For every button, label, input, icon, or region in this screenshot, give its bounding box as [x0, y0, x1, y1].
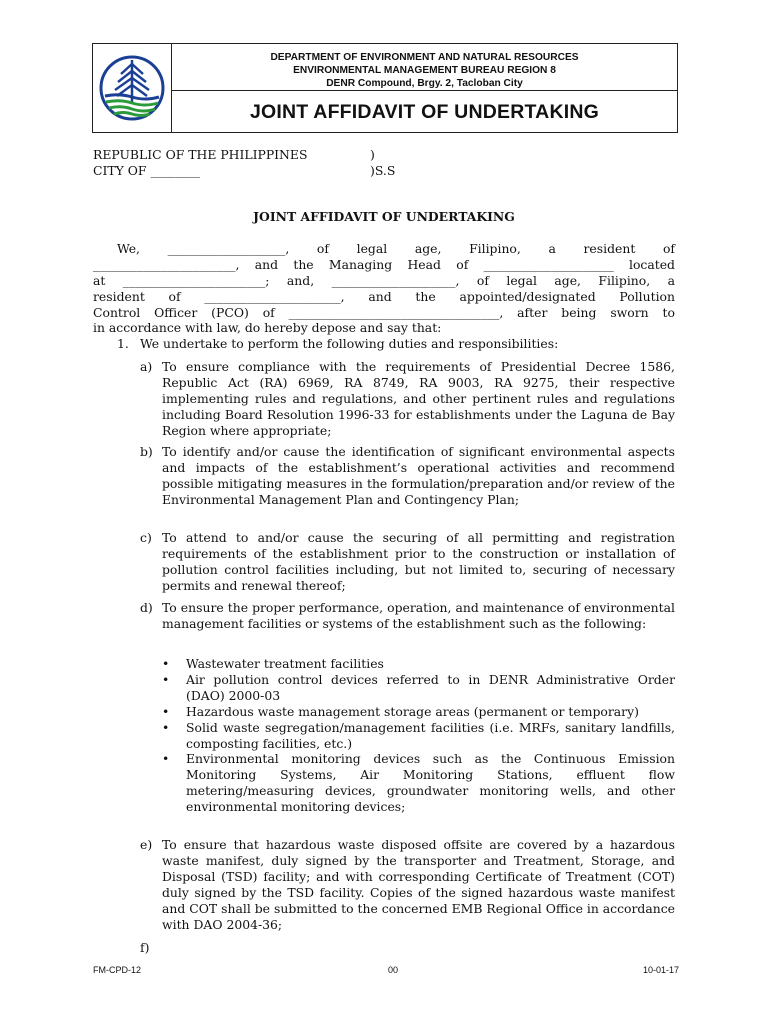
form-title: JOINT AFFIDAVIT OF UNDERTAKING	[249, 101, 600, 123]
revision-number: 00	[388, 965, 399, 975]
bullet-icon: •	[162, 656, 170, 671]
sub-item-text: To attend to and/or cause the securing of all permitting and registration requirements of the establishment prior to the construction or installation of pollution control facilities including, but not limited to, securing of necessary permits and renewal thereof;	[162, 530, 675, 593]
caption-paren: )	[370, 147, 375, 162]
bullet-icon: •	[162, 703, 170, 719]
list-item: • Solid waste segregation/management facilities (i.e. MRFs, sanitary landfills, composting facilities, etc.)	[162, 719, 675, 751]
item-number: 1.	[117, 336, 129, 351]
intro-line: in accordance with law, do hereby depose and say that:	[93, 320, 442, 335]
form-code: FM-CPD-12	[93, 965, 142, 975]
denr-logo-icon	[99, 50, 165, 126]
intro-line: _______________________, and the Managing Head of _____________________ located	[93, 257, 675, 272]
item-text: We undertake to perform the following duties and responsibilities:	[140, 336, 559, 351]
sub-item-text: To ensure that hazardous waste disposed offsite are covered by a hazardous waste manifest, duly signed by the transporter and Treatment, Storage, and Disposal (TSD) facility; and with corresponding Certificate of Treatment (COT) duly signed by the TSD facility. Copies of the signed hazardous waste manifest and COT shall be submitted to the concerned EMB Regional Office in accordance with DAO 2004-36;	[162, 837, 675, 932]
bullet-icon: •	[162, 751, 170, 767]
city-line: CITY OF ________	[93, 163, 201, 178]
bullet-icon: •	[162, 671, 170, 687]
sub-item-label: f)	[140, 940, 150, 955]
sub-item-label: e)	[140, 837, 153, 852]
sub-item-label: c)	[140, 530, 152, 545]
agency-name: DEPARTMENT OF ENVIRONMENT AND NATURAL RESOURCES	[270, 52, 579, 63]
sub-item-label: d)	[140, 600, 153, 615]
facility-list	[162, 656, 675, 815]
sub-item-label: a)	[140, 359, 153, 374]
effectivity-date: 10-01-17	[643, 965, 680, 975]
document-title: JOINT AFFIDAVIT OF UNDERTAKING	[253, 209, 515, 224]
sub-item-text: To ensure compliance with the requirements of Presidential Decree 1586, Republic Act (RA) 6969, RA 8749, RA 9003, RA 9275, their respective implementing rules and regulations, and other pertinent rules and regulations including Board Resolution 1996-33 for establishments under the Laguna de Bay Region where appropriate;	[162, 359, 675, 438]
bullet-icon: •	[162, 719, 170, 735]
republic-line: REPUBLIC OF THE PHILIPPINES	[93, 147, 308, 162]
agency-address: DENR Compound, Brgy. 2, Tacloban City	[326, 78, 523, 89]
list-item: • Hazardous waste management storage areas (permanent or temporary)	[162, 703, 639, 719]
list-item: • Air pollution control devices referred to in DENR Administrative Order (DAO) 2000-03	[162, 671, 675, 703]
form-header	[92, 43, 678, 133]
agency-block	[172, 44, 677, 91]
sub-item-label: b)	[140, 444, 153, 459]
intro-line: We, ___________________, of legal age, Filipino, a resident of	[117, 241, 675, 256]
intro-line: at _______________________; and, ____________________, of legal age, Filipino, a	[93, 273, 675, 288]
ss-line: )S.S	[370, 163, 396, 178]
list-item: • Environmental monitoring devices such as the Continuous Emission Monitoring Systems, Air Monitoring Stations, effluent flow metering/measuring devices, groundwater monitoring wells, and other environmental monitoring devices;	[162, 751, 675, 815]
logo-cell	[93, 44, 172, 132]
sub-item-text: To identify and/or cause the identification of significant environmental aspects and impacts of the establishment’s operational activities and recommend possible mitigating measures in the formulation/preparation and/or review of the Environmental Management Plan and Contingency Plan;	[162, 444, 675, 507]
intro-line: resident of ______________________, and the appointed/designated Pollution	[93, 289, 675, 304]
intro-line: Control Officer (PCO) of __________________________________, after being sworn to	[93, 305, 675, 320]
bureau-name: ENVIRONMENTAL MANAGEMENT BUREAU REGION 8	[293, 65, 556, 76]
sub-item-text: To ensure the proper performance, operation, and maintenance of environmental management facilities or systems of the establishment such as the following:	[162, 600, 675, 631]
list-item: • Wastewater treatment facilities	[162, 656, 384, 671]
